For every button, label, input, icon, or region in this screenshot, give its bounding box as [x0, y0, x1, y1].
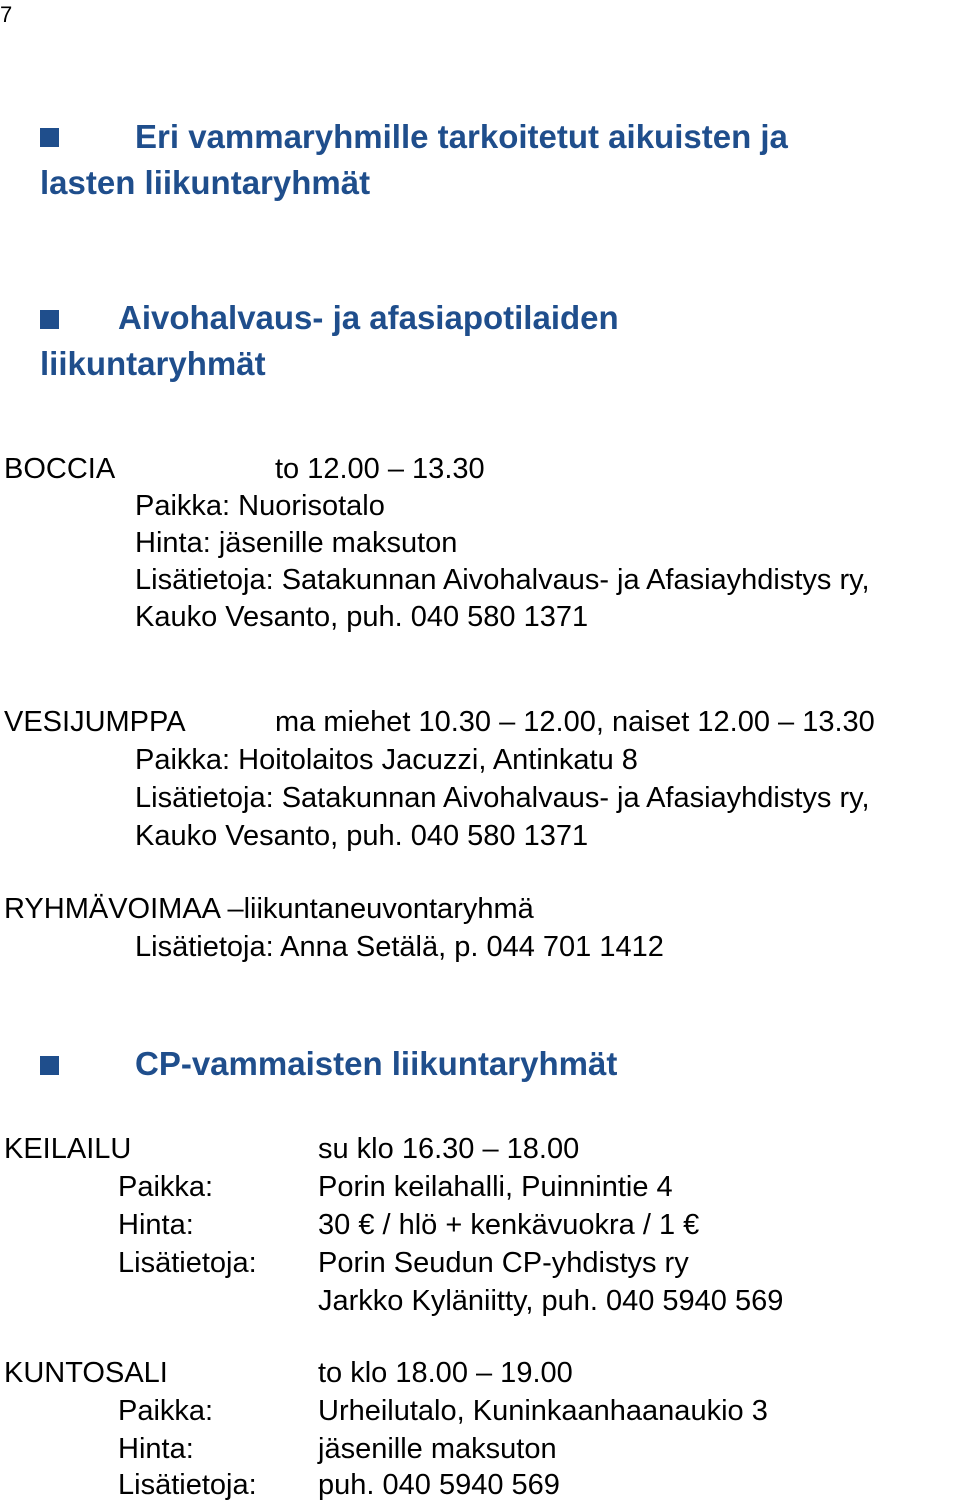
- page-number: 7: [0, 2, 13, 27]
- section1-title-line1: Eri vammaryhmille tarkoitetut aikuisten ja: [135, 118, 788, 155]
- section2-title-line1: Aivohalvaus- ja afasiapotilaiden: [118, 299, 619, 336]
- square-bullet-icon: [40, 128, 59, 147]
- vesijumppa-info-line2: Kauko Vesanto, puh. 040 580 1371: [135, 820, 589, 852]
- keilailu-price-label: Hinta:: [118, 1209, 194, 1241]
- keilailu-place-label: Paikka:: [118, 1171, 214, 1203]
- boccia-place: Paikka: Nuorisotalo: [135, 490, 385, 522]
- keilailu-info-line2: Jarkko Kyläniitty, puh. 040 5940 569: [318, 1285, 784, 1317]
- ryhmavoimaa-info: Lisätietoja: Anna Setälä, p. 044 701 1412: [135, 931, 664, 963]
- vesijumppa-place: Paikka: Hoitolaitos Jacuzzi, Antinkatu 8: [135, 744, 638, 776]
- kuntosali-info: puh. 040 5940 569: [318, 1469, 560, 1501]
- keilailu-place: Porin keilahalli, Puinnintie 4: [318, 1171, 673, 1203]
- keilailu-info-label: Lisätietoja:: [118, 1247, 257, 1279]
- square-bullet-icon: [40, 1056, 59, 1075]
- boccia-info-line1: Lisätietoja: Satakunnan Aivohalvaus- ja Afasiayhdistys ry,: [135, 564, 870, 596]
- section1-title-line2: lasten liikuntaryhmät: [40, 164, 371, 201]
- kuntosali-place: Urheilutalo, Kuninkaanhaanaukio 3: [318, 1395, 768, 1427]
- keilailu-price: 30 € / hlö + kenkävuokra / 1 €: [318, 1209, 700, 1241]
- kuntosali-price-label: Hinta:: [118, 1433, 194, 1465]
- vesijumppa-info-line1: Lisätietoja: Satakunnan Aivohalvaus- ja Afasiayhdistys ry,: [135, 782, 870, 814]
- vesijumppa-name: VESIJUMPPA: [4, 706, 186, 738]
- boccia-info-line2: Kauko Vesanto, puh. 040 580 1371: [135, 601, 589, 633]
- section2-title-line2: liikuntaryhmät: [40, 345, 266, 382]
- ryhmavoimaa-name: RYHMÄVOIMAA –liikuntaneuvontaryhmä: [4, 893, 534, 925]
- kuntosali-time: to klo 18.00 – 19.00: [318, 1357, 573, 1389]
- section3-title: CP-vammaisten liikuntaryhmät: [135, 1045, 618, 1082]
- boccia-time: to 12.00 – 13.30: [275, 453, 485, 485]
- kuntosali-price: jäsenille maksuton: [318, 1433, 557, 1465]
- boccia-price: Hinta: jäsenille maksuton: [135, 527, 458, 559]
- boccia-name: BOCCIA: [4, 453, 116, 485]
- keilailu-name: KEILAILU: [4, 1133, 132, 1165]
- keilailu-info-line1: Porin Seudun CP-yhdistys ry: [318, 1247, 689, 1279]
- kuntosali-place-label: Paikka:: [118, 1395, 214, 1427]
- keilailu-time: su klo 16.30 – 18.00: [318, 1133, 580, 1165]
- square-bullet-icon: [40, 310, 59, 329]
- kuntosali-info-label: Lisätietoja:: [118, 1469, 257, 1501]
- kuntosali-name: KUNTOSALI: [4, 1357, 168, 1389]
- vesijumppa-time: ma miehet 10.30 – 12.00, naiset 12.00 – 13.30: [275, 706, 875, 738]
